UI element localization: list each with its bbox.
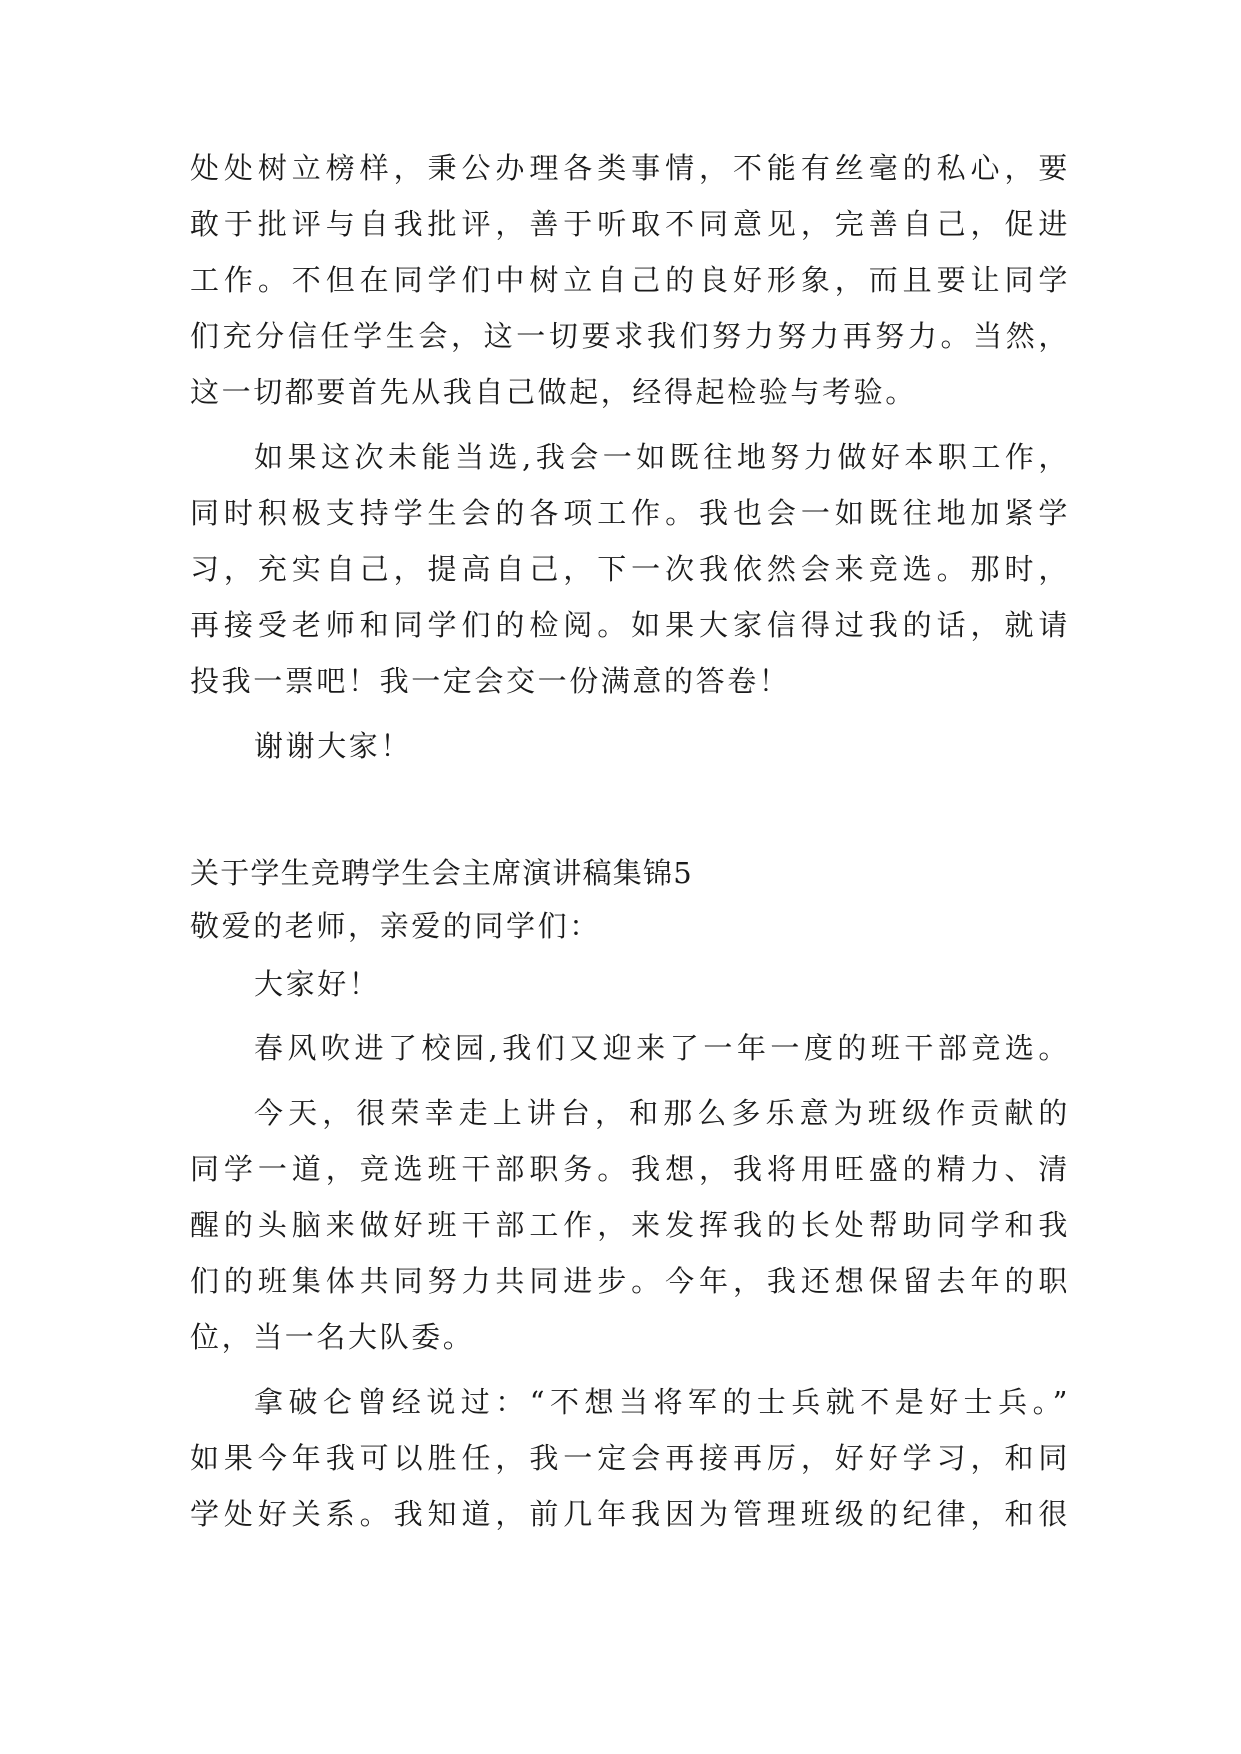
body-text-line: 学处好关系。我知道，前几年我因为管理班级的纪律，和很 [190,1497,1070,1531]
body-text-line: 醒的头脑来做好班干部工作，来发挥我的长处帮助同学和我 [190,1208,1070,1242]
body-text-line: 如果今年我可以胜任，我一定会再接再厉，好好学习，和同 [190,1441,1070,1475]
body-text-line: 同时积极支持学生会的各项工作。我也会一如既往地加紧学 [190,496,1070,530]
body-text-line: 同学一道，竞选班干部职务。我想，我将用旺盛的精力、清 [190,1152,1070,1186]
section-title: 关于学生竞聘学生会主席演讲稿集锦5 [190,856,693,890]
salutation: 敬爱的老师，亲爱的同学们： [190,909,601,943]
body-text-line: 投我一票吧！我一定会交一份满意的答卷！ [190,664,791,698]
body-text-line: 位，当一名大队委。 [190,1320,475,1354]
body-text-line: 习，充实自己，提高自己，下一次我依然会来竞选。那时， [190,552,1070,586]
body-text-line: 今天，很荣幸走上讲台，和那么多乐意为班级作贡献的 [254,1096,1070,1130]
body-text-line: 春风吹进了校园,我们又迎来了一年一度的班干部竞选。 [254,1031,1070,1065]
body-text-line: 们充分信任学生会，这一切要求我们努力努力再努力。当然， [190,319,1070,353]
body-text-line: 这一切都要首先从我自己做起，经得起检验与考验。 [190,375,917,409]
body-text-line: 处处树立榜样，秉公办理各类事情，不能有丝毫的私心，要 [190,151,1070,185]
body-text-line: 拿破仑曾经说过：“不想当将军的士兵就不是好士兵。” [254,1385,1070,1419]
thanks-line: 谢谢大家！ [254,729,413,763]
body-text-line: 们的班集体共同努力共同进步。今年，我还想保留去年的职 [190,1264,1070,1298]
body-text-line: 工作。不但在同学们中树立自己的良好形象，而且要让同学 [190,263,1070,297]
body-text-line: 如果这次未能当选,我会一如既往地努力做好本职工作， [254,440,1070,474]
body-text-line: 敢于批评与自我批评，善于听取不同意见，完善自己，促进 [190,207,1070,241]
body-text-line: 再接受老师和同学们的检阅。如果大家信得过我的话，就请 [190,608,1070,642]
greeting: 大家好！ [254,967,381,1001]
